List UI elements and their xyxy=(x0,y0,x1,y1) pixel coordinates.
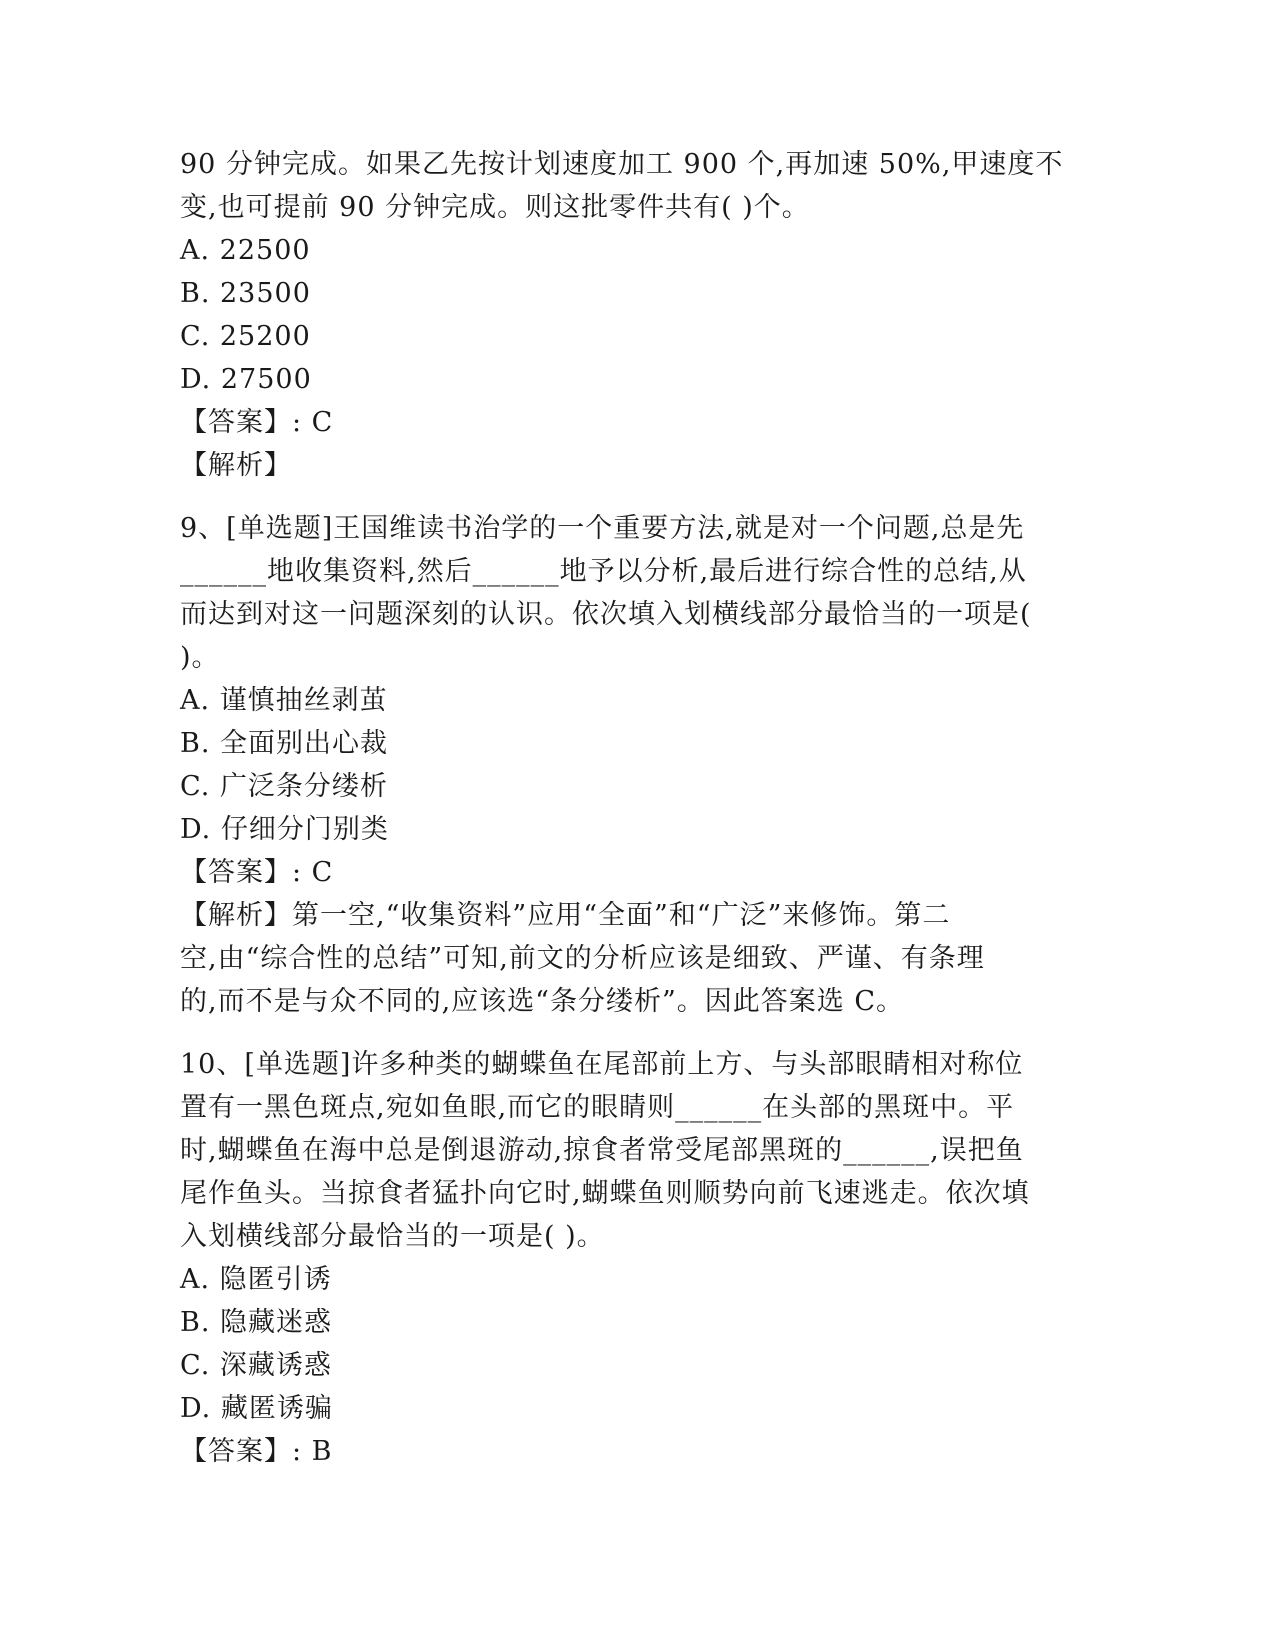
answer-label: 【答案】: C xyxy=(180,407,334,438)
option-b: B. 隐藏迷惑 xyxy=(180,1307,333,1338)
option-c: C. 广泛条分缕析 xyxy=(180,771,388,802)
question-8 xyxy=(180,143,1080,487)
question-stem-line: 时,蝴蝶鱼在海中总是倒退游动,掠食者常受尾部黑斑的______,误把鱼 xyxy=(180,1135,1024,1166)
option-c: C. 深藏诱惑 xyxy=(180,1350,332,1381)
analysis-line: 【解析】第一空,“收集资料”应用“全面”和“广泛”来修饰。第二 xyxy=(180,900,951,931)
question-10 xyxy=(180,1043,1080,1473)
answer-label: 【答案】: B xyxy=(180,1436,333,1467)
option-b: B. 23500 xyxy=(180,278,311,309)
question-9 xyxy=(180,507,1080,1023)
analysis-line: 的,而不是与众不同的,应该选“条分缕析”。因此答案选 C。 xyxy=(180,986,905,1017)
option-d: D. 藏匿诱骗 xyxy=(180,1393,333,1424)
question-stem-line: 入划横线部分最恰当的一项是( )。 xyxy=(180,1221,605,1252)
option-b: B. 全面别出心裁 xyxy=(180,728,389,759)
question-stem-line: 9、[单选题]王国维读书治学的一个重要方法,就是对一个问题,总是先 xyxy=(180,513,1025,544)
answer-label: 【答案】: C xyxy=(180,857,334,888)
question-stem-line: ______地收集资料,然后______地予以分析,最后进行综合性的总结,从 xyxy=(180,556,1027,587)
question-stem-line: )。 xyxy=(180,642,220,673)
question-stem-line: 10、[单选题]许多种类的蝴蝶鱼在尾部前上方、与头部眼睛相对称位 xyxy=(180,1049,1024,1080)
document-page xyxy=(180,143,1080,1473)
analysis-line: 空,由“综合性的总结”可知,前文的分析应该是细致、严谨、有条理 xyxy=(180,943,985,974)
option-a: A. 隐匿引诱 xyxy=(180,1264,332,1295)
option-d: D. 27500 xyxy=(180,364,312,395)
question-stem-line: 而达到对这一问题深刻的认识。依次填入划横线部分最恰当的一项是( xyxy=(180,599,1032,630)
question-stem-line: 变,也可提前 90 分钟完成。则这批零件共有( )个。 xyxy=(180,192,810,223)
question-stem-line: 90 分钟完成。如果乙先按计划速度加工 900 个,再加速 50%,甲速度不 xyxy=(180,149,1064,180)
question-stem-line: 尾作鱼头。当掠食者猛扑向它时,蝴蝶鱼则顺势向前飞速逃走。依次填 xyxy=(180,1178,1030,1209)
option-a: A. 谨慎抽丝剥茧 xyxy=(180,685,388,716)
analysis-label: 【解析】 xyxy=(180,450,292,481)
question-stem-line: 置有一黑色斑点,宛如鱼眼,而它的眼睛则______在头部的黑斑中。平 xyxy=(180,1092,1015,1123)
option-d: D. 仔细分门别类 xyxy=(180,814,389,845)
option-a: A. 22500 xyxy=(180,235,311,266)
option-c: C. 25200 xyxy=(180,321,311,352)
